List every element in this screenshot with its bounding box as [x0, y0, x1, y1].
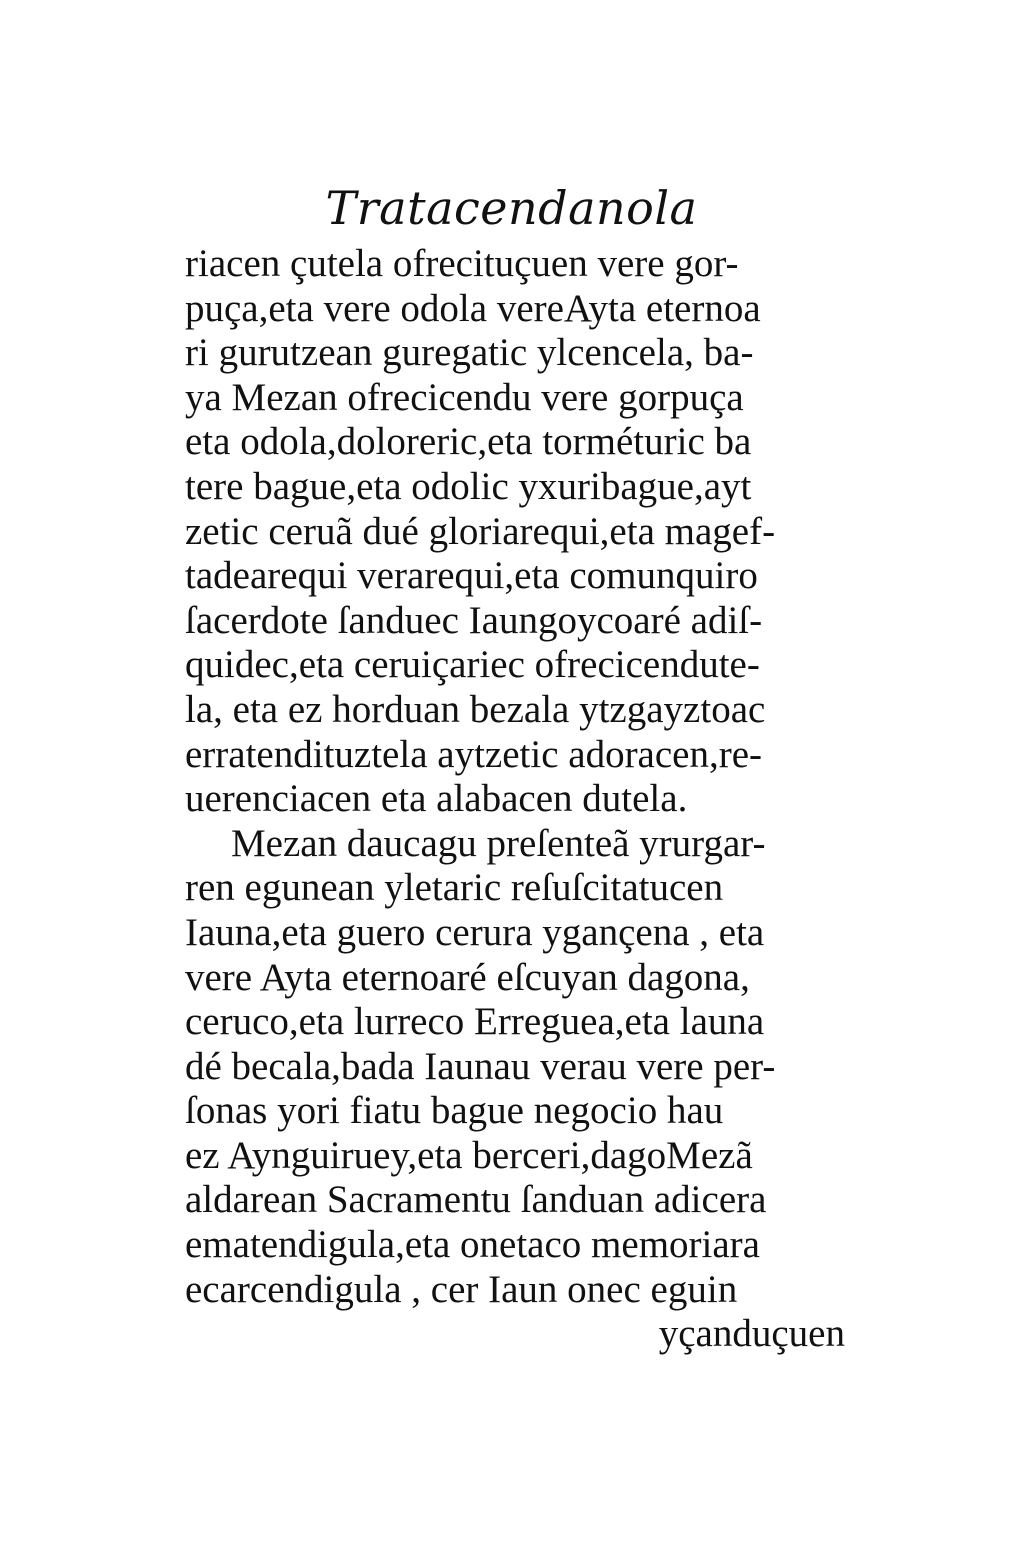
text-line: erratendituztela aytzetic adoracen,re- — [185, 732, 763, 776]
text-line: ceruco,eta lurreco Erreguea,eta launa — [185, 1000, 765, 1044]
text-line: ſacerdote ſanduec Iaungoycoaré adiſ- — [185, 598, 763, 642]
text-line: ri gurutzean guregatic ylcencela, ba- — [185, 331, 754, 375]
text-line: ſonas yori fiatu bague negocio hau — [185, 1089, 724, 1133]
text-line: vere Ayta eternoaré eſcuyan dagona, — [185, 955, 750, 999]
text-line: aldarean Sacramentu ſanduan adicera — [185, 1178, 767, 1222]
running-head: Tratacendanola — [325, 181, 698, 235]
text-line: ez Aynguiruey,eta berceri,dagoMezã — [185, 1133, 753, 1177]
text-line: ematendigula,eta onetaco memoriara — [185, 1223, 760, 1267]
text-line: ecarcendigula , cer Iaun onec eguin — [185, 1267, 738, 1311]
text-line: dé becala,bada Iaunau verau vere per- — [185, 1044, 776, 1088]
text-line: Iauna,eta guero cerura ygançena , eta — [185, 910, 765, 954]
text-line: ya Mezan ofrecicendu vere gorpuça — [185, 375, 744, 419]
text-line: quidec,eta ceruiçariec ofrecicendute- — [185, 643, 760, 687]
catchword: yçanduçuen — [658, 1312, 845, 1356]
text-line: la, eta ez horduan bezala ytzgayztoac — [185, 687, 766, 731]
body-text — [185, 242, 845, 1357]
text-line: zetic ceruã dué gloriarequi,eta magef- — [185, 509, 776, 553]
text-line: tere bague,eta odolic yxuribague,ayt — [185, 464, 752, 508]
text-line: Mezan daucagu preſenteã yrurgar- — [231, 821, 766, 865]
text-line: riacen çutela ofrecituçuen vere gor- — [185, 242, 739, 285]
text-line: eta odola,doloreric,eta torméturic ba — [185, 420, 752, 464]
text-line: ren egunean yletaric reſuſcitatucen — [185, 866, 724, 910]
text-line: puça,eta vere odola vereAyta eternoa — [185, 286, 761, 330]
text-line: tadearequi verarequi,eta comunquiro — [185, 554, 758, 598]
text-line: uerenciacen eta alabacen dutela. — [185, 777, 688, 821]
